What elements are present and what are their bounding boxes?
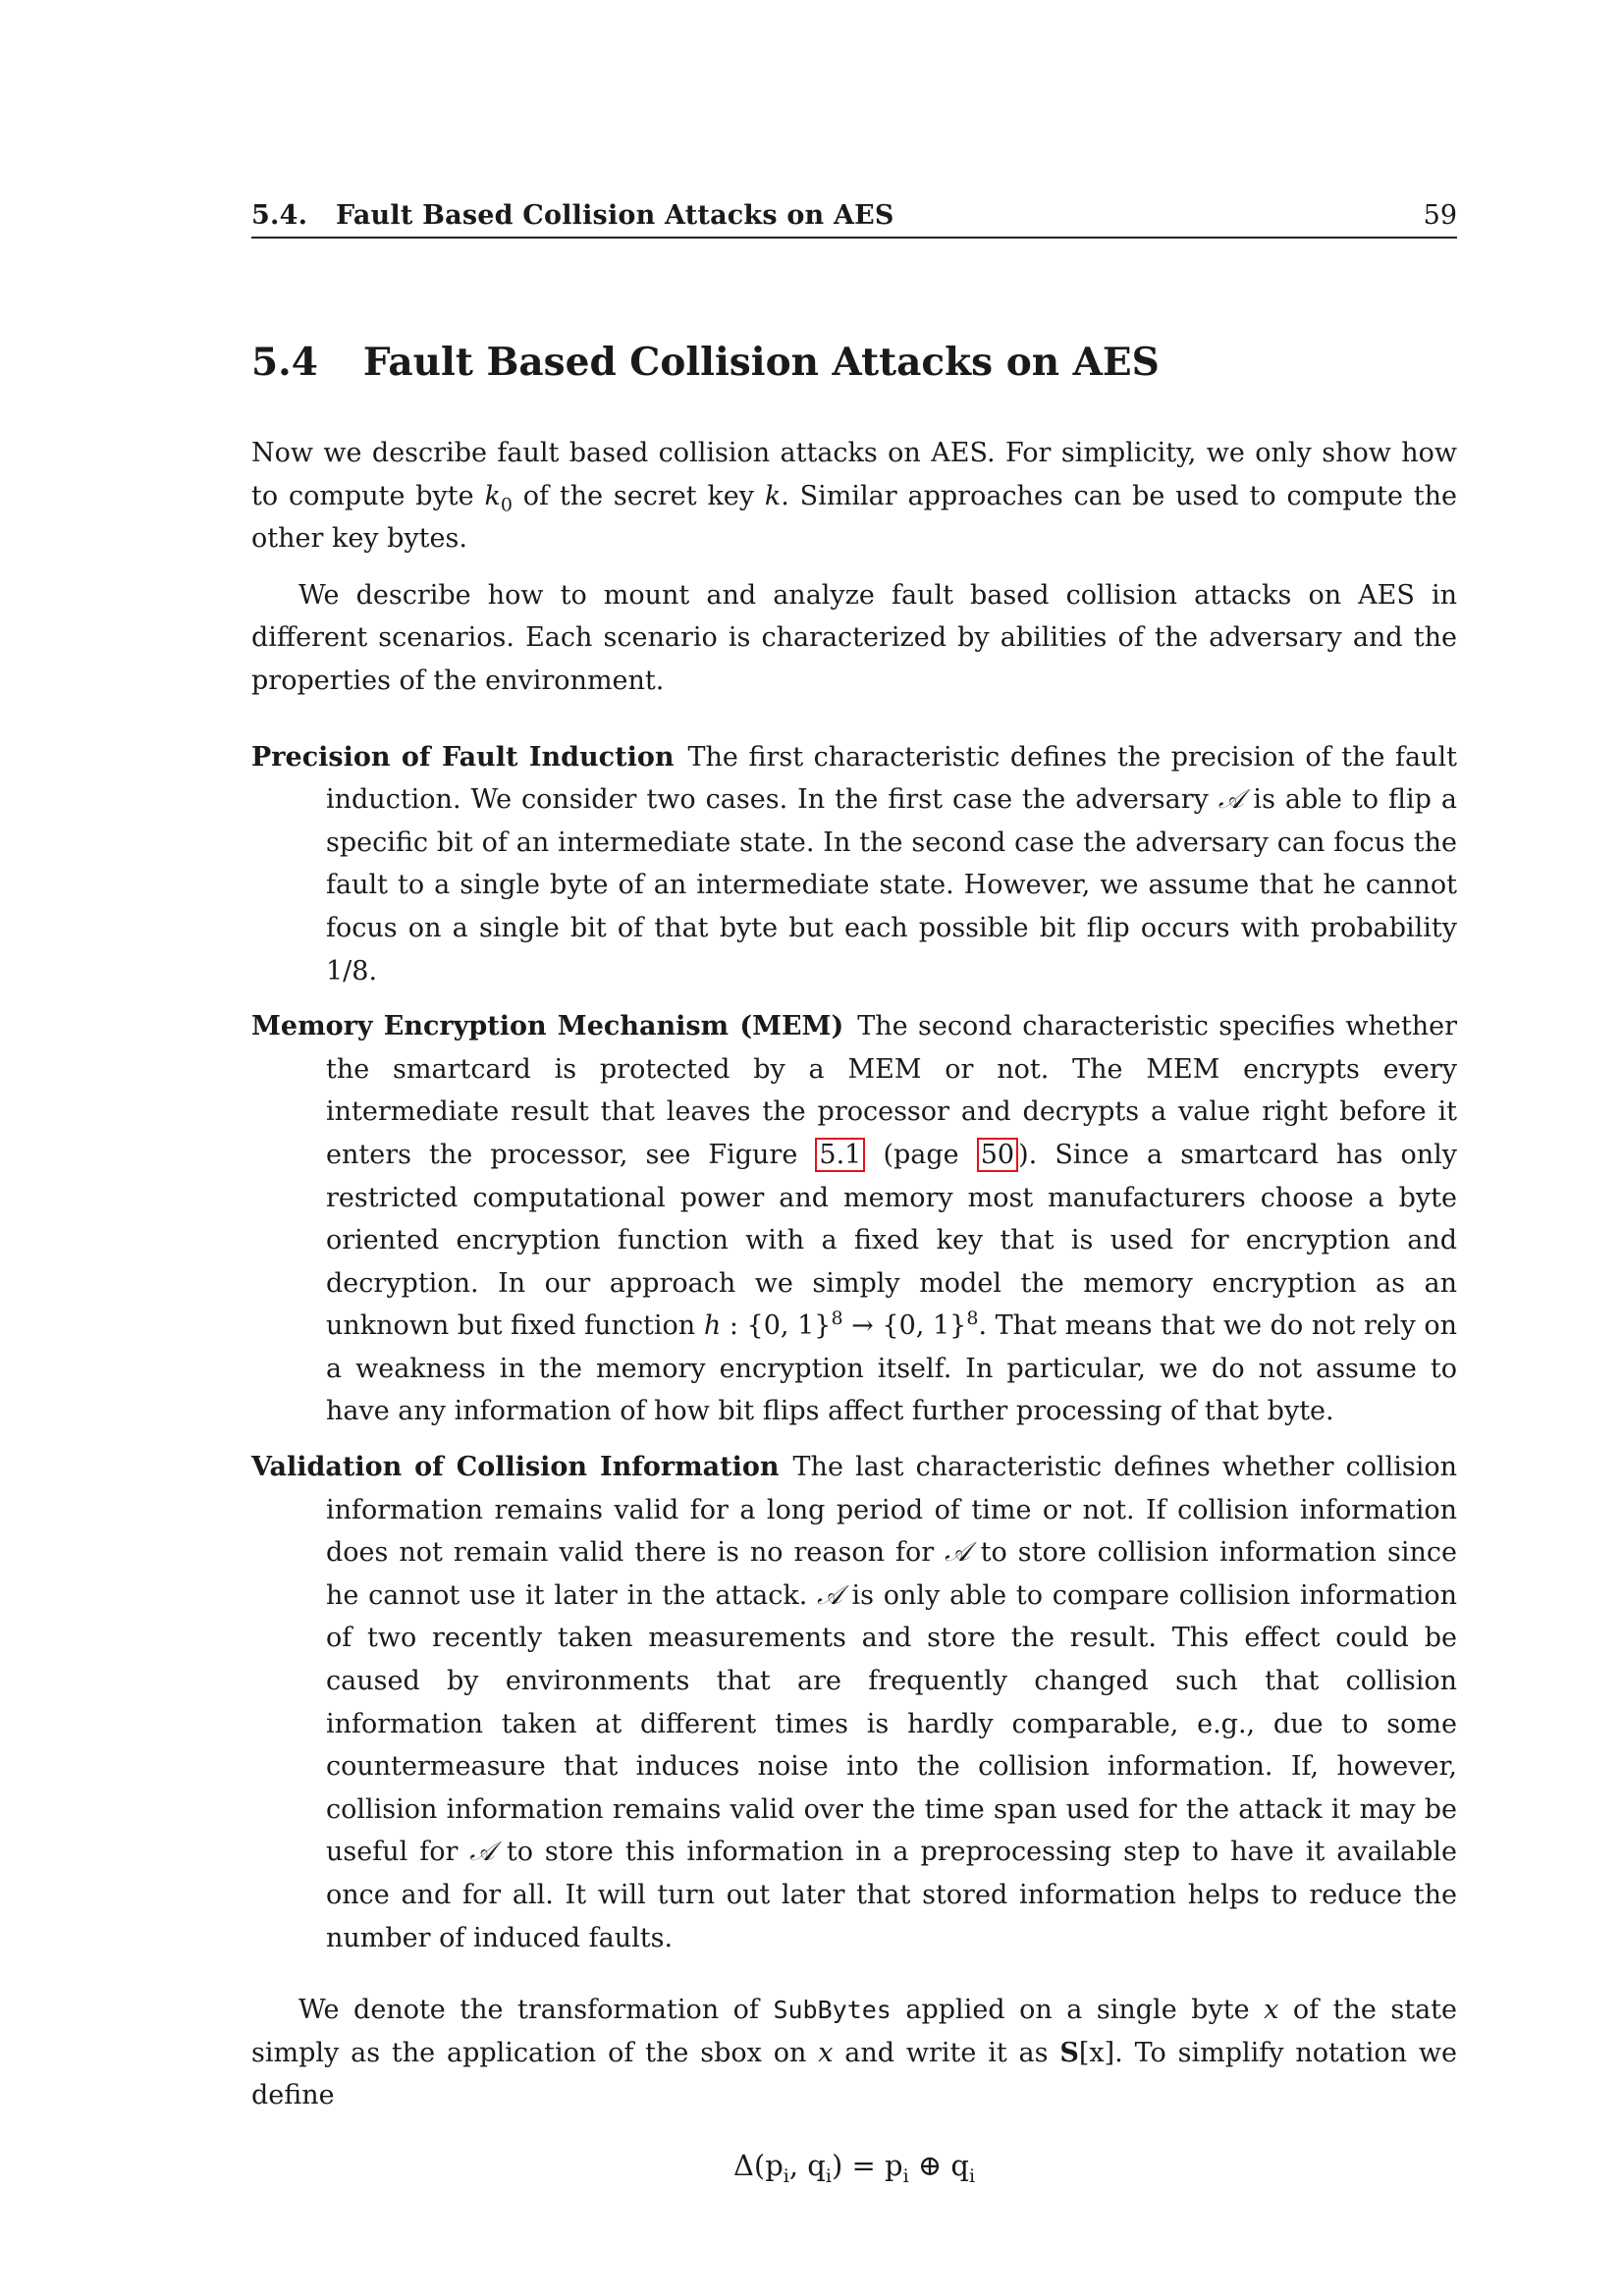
adversary-symbol: 𝒜	[469, 1837, 495, 1868]
list-item-precision	[251, 736, 1457, 993]
display-equation	[251, 2145, 1457, 2188]
math-sup: 8	[831, 1308, 843, 1330]
text-run: . To simplify notation we define	[251, 2037, 1457, 2111]
math-sup: 8	[966, 1308, 979, 1330]
running-head-title: 5.4. Fault Based Collision Attacks on AES	[251, 200, 894, 231]
term-precision: Precision of Fault Induction	[251, 741, 675, 773]
term-mem: Memory Encryption Mechanism (MEM)	[251, 1011, 844, 1042]
math-x: x	[818, 2037, 834, 2068]
text-run: . That means that we do not rely on a weakness in the memory encryption itself. In particular, we do not assume to have any information of how bit flips affect further processing of that byte.	[326, 1310, 1457, 1427]
eq-run: ⊕ q	[908, 2148, 969, 2182]
closing-paragraph	[251, 1989, 1457, 2117]
math-run: → {0, 1}	[842, 1310, 967, 1342]
section-number: 5.4	[251, 340, 318, 385]
math-k: k	[764, 480, 782, 511]
eq-sub: i	[968, 2164, 976, 2187]
figure-link[interactable]: 5.1	[815, 1138, 865, 1172]
text-run: to store this information in a preprocessing step to have it available once and for all. It will turn out later that stored information helps to reduce the number of induced faults.	[326, 1837, 1457, 1953]
eq-run: , q	[788, 2148, 826, 2182]
text-run: . Similar approaches can be used to compute the other key bytes.	[251, 480, 1457, 555]
math-run: : {0, 1}	[721, 1310, 832, 1342]
eq-sub: i	[825, 2164, 832, 2187]
text-run: and write it as	[833, 2037, 1060, 2068]
running-head	[251, 200, 1457, 239]
text-run: The first characteristic defines the precision of the fault induction. We consider two cases. In the first case the adversary	[326, 741, 1457, 816]
intro-paragraph-1	[251, 432, 1457, 561]
sbox-symbol: S	[1059, 2037, 1079, 2068]
eq-sub: i	[902, 2164, 909, 2187]
eq-run: ) = p	[831, 2148, 903, 2182]
text-run: applied on a single byte	[891, 1995, 1265, 2026]
text-run: We denote the transformation of	[298, 1995, 774, 2026]
adversary-symbol: 𝒜	[817, 1579, 842, 1611]
text-run: is only able to compare collision information of two recently taken measurements and store the result. This effect could be caused by environments that are frequently changed such that collision information taken at different times is hardly comparable, e.g., due to some countermeasure that induces noise into the collision information. If, however, collision information remains valid over the time span used for the attack it may be useful for	[326, 1579, 1457, 1868]
section-title: Fault Based Collision Attacks on AES	[362, 340, 1160, 385]
page-number: 59	[1423, 200, 1457, 231]
math-h: h	[703, 1310, 722, 1342]
text-run: ). Since a smartcard has only restricted computational power and memory most manufacturers choose a byte oriented encryption function with a fixed key that is used for encryption and decryption. In our approach we simply model the memory encryption as an unknown but fixed function	[326, 1139, 1457, 1342]
section-heading	[251, 340, 1160, 385]
text-run: to store collision information since he cannot use it later in the attack.	[326, 1537, 1457, 1611]
eq-run: Δ(p	[732, 2148, 784, 2182]
code-subbytes: SubBytes	[773, 1996, 892, 2025]
intro-paragraph-2: We describe how to mount and analyze fault based collision attacks on AES in different scenarios. Each scenario is characterized by abilities of the adversary and the properties of the environment.	[251, 579, 1457, 696]
text-run: (page	[865, 1139, 977, 1170]
math-x: x	[1264, 1995, 1279, 2026]
sbox-arg: [x]	[1078, 2037, 1115, 2068]
text-run: Now we describe fault based collision attacks on AES. For simplicity, we only show how to compute byte	[251, 438, 1457, 511]
characteristics-list	[251, 736, 1457, 1960]
body-text	[251, 432, 1457, 2188]
math-sub: 0	[500, 493, 513, 515]
page-link[interactable]: 50	[977, 1138, 1018, 1172]
text-run: The second characteristic specifies whether the smartcard is protected by a MEM or not. The MEM encrypts every intermediate result that leaves the processor and decrypts a value right before it enters the processor, see Figure	[326, 1011, 1457, 1170]
text-run: of the state simply as the application of the sbox on	[251, 1995, 1457, 2068]
list-item-validation	[251, 1446, 1457, 1959]
adversary-symbol: 𝒜	[1217, 784, 1244, 816]
text-run: of the secret key	[512, 480, 765, 511]
math-k: k	[484, 480, 501, 511]
text-run: The last characteristic defines whether collision information remains valid for a long period of time or not. If collision information does not remain valid there is no reason for	[326, 1452, 1458, 1569]
adversary-symbol: 𝒜	[945, 1537, 970, 1569]
term-validation: Validation of Collision Information	[251, 1452, 780, 1483]
list-item-mem	[251, 1005, 1457, 1433]
eq-sub: i	[783, 2164, 789, 2187]
text-run: is able to flip a specific bit of an intermediate state. In the second case the adversary can focus the fault to a single byte of an intermediate state. However, we assume that he cannot focus on a single bit of that byte but each possible bit flip occurs with probability 1/8.	[326, 784, 1458, 987]
